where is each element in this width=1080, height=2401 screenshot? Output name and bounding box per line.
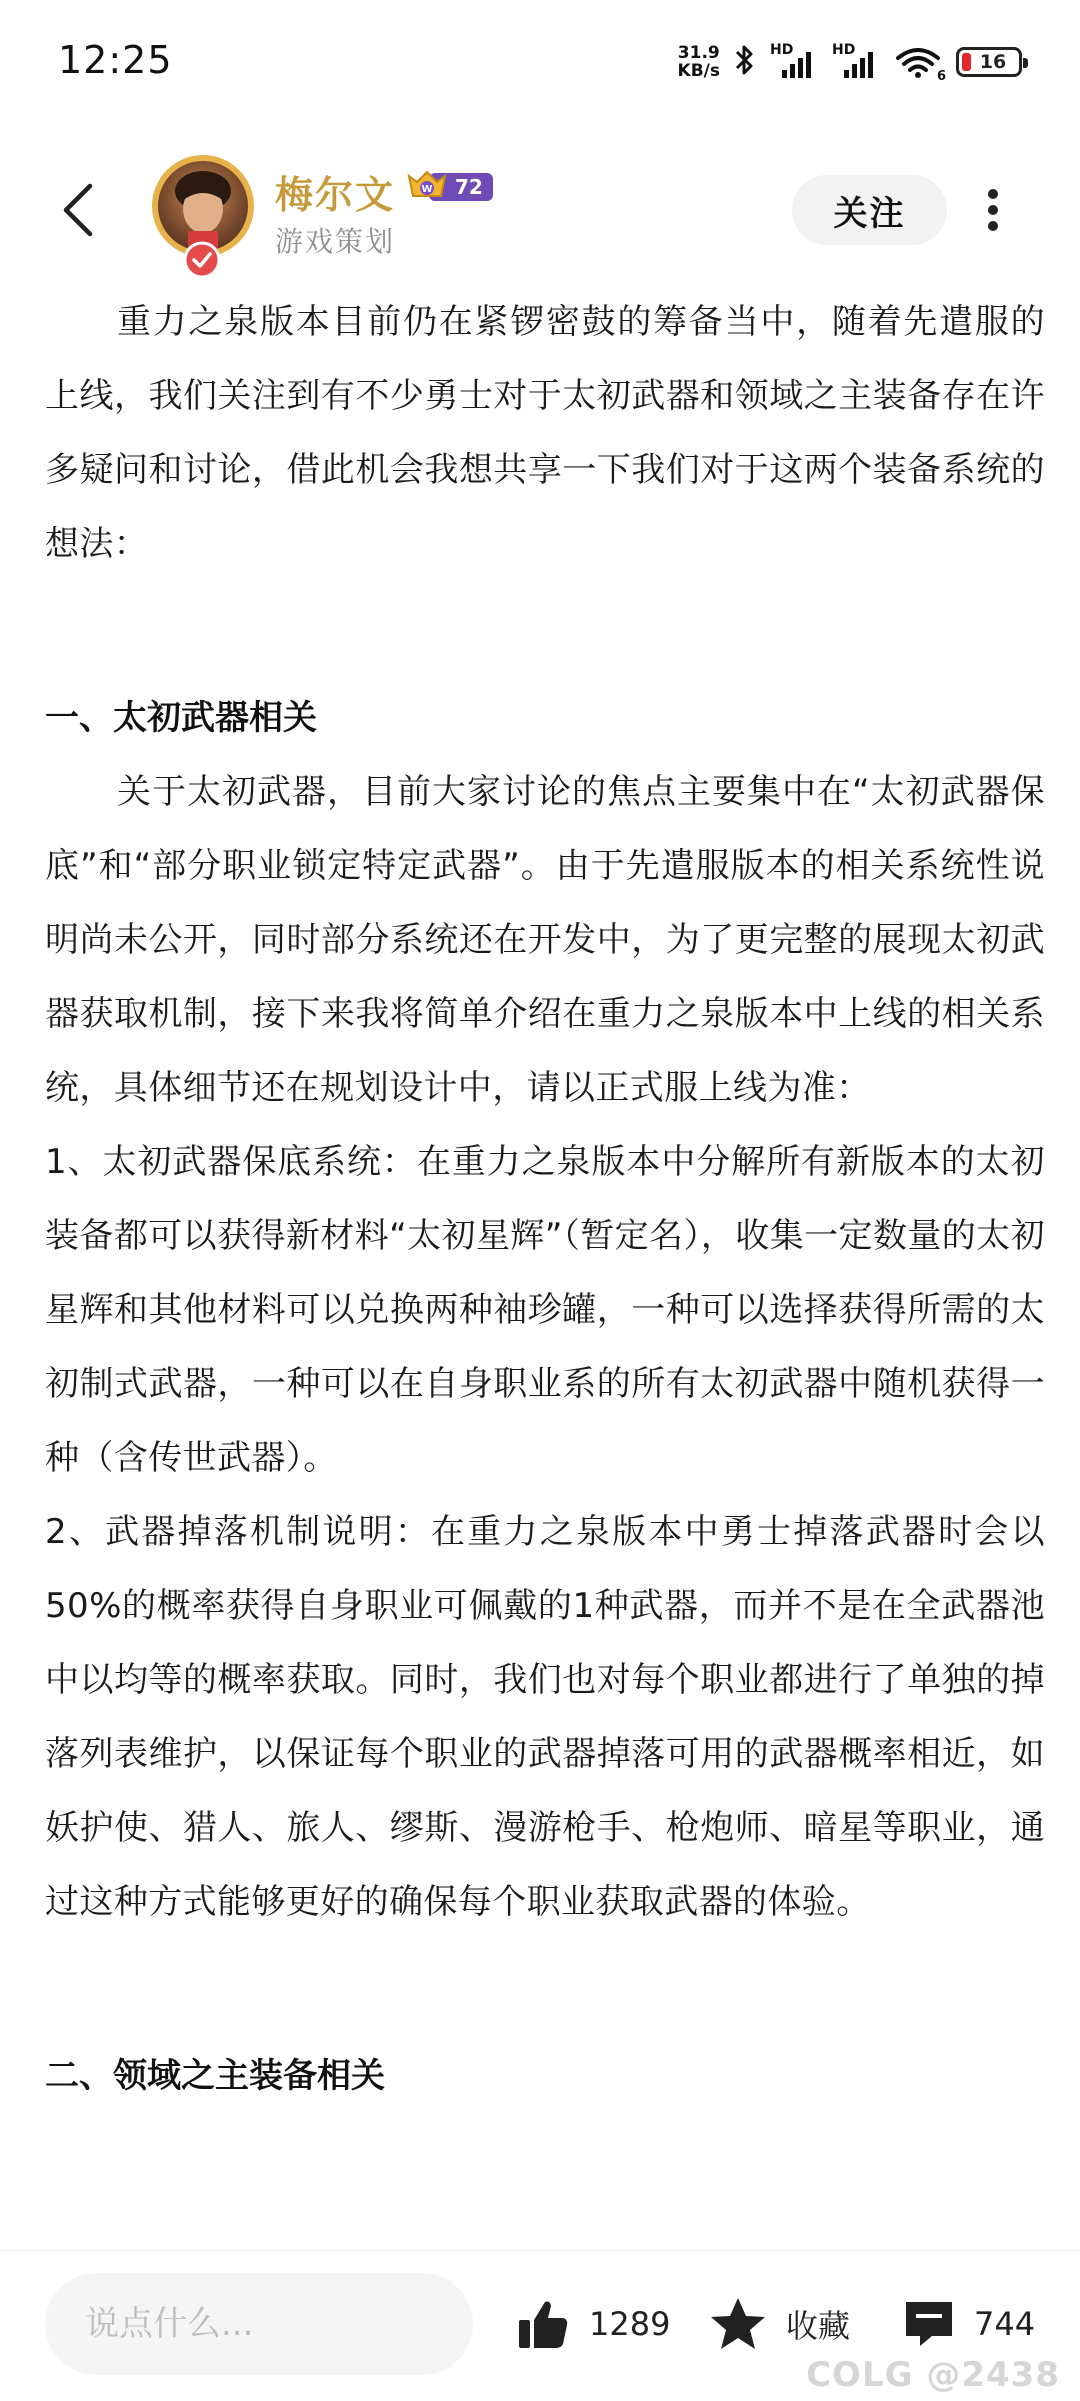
article-paragraph-weapons: 关于太初武器，目前大家讨论的焦点主要集中在“太初武器保底”和“部分职业锁定特定武器”。由于先遣服版本的相关系统性说明尚未公开，同时部分系统还在开发中，为了更完整的展现太初武器获取机制，接下来我将简单介绍在重力之泉版本中上线的相关系统，具体细节还在规划设计中，请以正式服上线为准： <box>45 772 1045 1108</box>
bluetooth-icon <box>734 42 756 82</box>
bottom-action-bar <box>0 2250 1080 2401</box>
like-count: 1289 <box>589 2305 671 2343</box>
paragraph-spacer <box>45 1939 1045 2013</box>
status-icons <box>678 40 1022 84</box>
battery-level: 16 <box>979 51 1007 73</box>
paragraph-spacer <box>45 655 1045 681</box>
favorite-label: 收藏 <box>786 2307 851 2345</box>
battery-icon <box>956 47 1022 77</box>
comment-icon <box>902 2298 956 2350</box>
level-badge <box>405 168 493 206</box>
back-button[interactable] <box>48 175 108 245</box>
verified-badge-icon <box>182 240 222 280</box>
comment-input[interactable] <box>45 2273 473 2375</box>
level-number: 72 <box>429 173 493 201</box>
post-header <box>0 140 1080 280</box>
network-speed-unit: KB/s <box>677 61 720 81</box>
cellular-signal-icon <box>770 44 818 80</box>
section-heading-1: 一、太初武器相关 <box>45 698 317 738</box>
more-options-button[interactable] <box>968 175 1018 245</box>
comment-count: 744 <box>974 2305 1036 2343</box>
wifi-icon <box>894 44 946 84</box>
signal-label-2: HD <box>832 42 856 58</box>
paragraph-spacer <box>45 2013 1045 2039</box>
watermark: COLG @2438 <box>806 2355 1060 2395</box>
status-bar <box>0 0 1080 120</box>
chevron-left-icon <box>60 182 96 238</box>
wifi-label: 6 <box>936 69 946 84</box>
network-speed <box>678 44 720 80</box>
author-name[interactable]: 梅尔文 <box>275 173 396 217</box>
star-icon <box>708 2295 768 2353</box>
article-body <box>45 285 1045 2113</box>
status-time: 12:25 <box>58 38 173 82</box>
thumbs-up-icon <box>515 2296 571 2352</box>
like-button[interactable] <box>515 2273 670 2375</box>
article-paragraph-drop: 2、武器掉落机制说明：在重力之泉版本中勇士掉落武器时会以50%的概率获得自身职业可佩戴的1种武器，而并不是在全武器池中以均等的概率获取。同时，我们也对每个职业都进行了单独的掉落列表维护，以保证每个职业的武器掉落可用的武器概率相近，如妖护使、猎人、旅人、缪斯、漫游枪手、枪炮师、暗星等职业，通过这种方式能够更好的确保每个职业获取武器的体验。 <box>45 1512 1045 1922</box>
more-vertical-icon <box>987 188 999 232</box>
avatar-portrait <box>158 161 248 251</box>
article-paragraph-intro: 重力之泉版本目前仍在紧锣密鼓的筹备当中，随着先遣服的上线，我们关注到有不少勇士对于太初武器和领域之主装备存在许多疑问和讨论，借此机会我想共享一下我们对于这两个装备系统的想法： <box>45 302 1045 564</box>
section-heading-2: 二、领域之主装备相关 <box>45 2056 385 2096</box>
follow-button[interactable]: 关注 <box>792 175 947 245</box>
signal-label: HD <box>770 42 794 58</box>
paragraph-spacer <box>45 581 1045 655</box>
svg-text:W: W <box>421 184 433 195</box>
author-role: 游戏策划 <box>275 225 396 258</box>
cellular-signal-icon-2 <box>832 44 880 80</box>
article-paragraph-guarantee: 1、太初武器保底系统：在重力之泉版本中分解所有新版本的太初装备都可以获得新材料“太初星辉”（暂定名），收集一定数量的太初星辉和其他材料可以兑换两种袖珍罐，一种可以选择获得所需的太初制式武器，一种可以在自身职业系的所有太初武器中随机获得一种（含传世武器）。 <box>45 1142 1045 1478</box>
battery-level-fill <box>962 53 971 71</box>
crown-shield-icon <box>405 168 449 206</box>
network-speed-value: 31.9 <box>677 43 720 63</box>
